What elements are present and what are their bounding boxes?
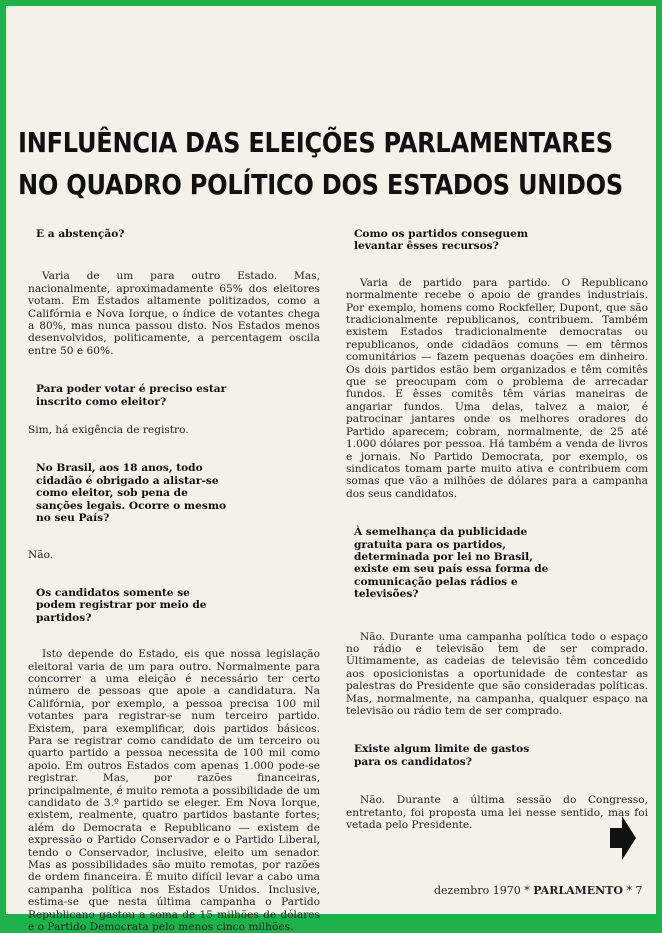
answer <box>28 648 320 933</box>
page-number: 7 <box>635 884 643 897</box>
answer-text: Não. Durante uma campanha política todo o espaço no rádio e televisão tem de ser comprado. Últimamente, as cadeias de televisão têm concedido aos oposicionistas a oportunidade de contestar as palestras do Presidente que são consideradas políticas. Mas, normalmente, na campanha, qualquer espaço na televisão ou rádio tem de ser comprado. <box>346 630 648 717</box>
answer-text: Sim, há exigência de registro. <box>28 424 189 437</box>
left-column <box>28 228 320 933</box>
answer <box>28 424 320 436</box>
answer-text: Isto depende do Estado, eis que nossa legislação eleitoral varia de um para outro. Normalmente para concorrer a uma eleição é necessário ter certo número de pessoas que apoie a candidatura. Na Califórnia, por exemplo, a pessoa precisa 100 mil votantes para registrar-se num terceiro partido. Existem, para exemplificar, dois partidos básicos. Para se registrar como candidato de um terceiro ou quarto partido a pessoa necessita de 100 mil como apoio. Em outros Estados com apenas 1.000 pode-se registrar. Mas, por razões financeiras, principalmente, é muito remota a possibilidade de um candidato de 3.º partido se eleger. Em Nova Iorque, existem, realmente, quatro partidos bastante fortes; além do Democrata e Republicano — existem de expressão o Partido Conservador e o Partido Liberal, tendo o Conservador, inclusive, eleito um senador. Mas as possibilidades são muito remotas, por razões de ordem financeira. É muito difícil levar a cabo uma campanha política nos Estados Unidos. Inclusive, estima-se que nesta última campanha o Partido Republicano gastou a soma de 15 milhões de dólares e o Partido Democrata pelo menos cinco milhões. <box>28 648 320 933</box>
answer-text: Não. <box>28 548 54 561</box>
question: Para poder votar é preciso estar inscrito como eleitor? <box>36 383 227 408</box>
answer <box>346 631 648 718</box>
right-column <box>346 228 648 831</box>
separator: * <box>626 884 636 897</box>
answer <box>28 270 320 357</box>
question: E a abstenção? <box>36 228 125 240</box>
question: Existe algum limite de gastos para os candidatos? <box>354 743 530 768</box>
separator: * <box>524 884 534 897</box>
question: No Brasil, aos 18 anos, todo cidadão é obrigado a alistar-se como eleitor, sob pena de sanções legais. Ocorre o mesmo no seu País? <box>36 462 227 525</box>
title-line-2: NO QUADRO POLÍTICO DOS ESTADOS UNIDOS <box>18 168 623 201</box>
continue-arrow-icon <box>610 816 636 860</box>
answer-text: Não. Durante a última sessão do Congresso, entretanto, foi proposta uma lei nesse sentido, mas foi vetada pelo Presidente. <box>346 794 648 832</box>
question: À semelhança da publicidade gratuita para os partidos, determinada por lei no Brasil, existe em seu país essa forma de comunicação pelas rádios e televisões? <box>354 526 549 601</box>
answer-text: Varia de um para outro Estado. Mas, nacionalmente, aproximadamente 65% dos eleitores votam. Em Estados altamente politizados, como a Califórnia e Nova Iorque, o índice de votantes chega a 80%, mas nunca passou disto. Nos Estados menos desenvolvidos, politicamente, a percentagem oscila entre 50 e 60%. <box>28 270 320 357</box>
answer-text: Varia de partido para partido. O Republicano normalmente recebe o apoio de grandes industriais. Por exemplo, homens como Rockfeller, Dupont, que são tradicionalmente republicanos, contribuem. Também existem Estados tradicionalmente democratas ou republicanos, onde cidadãos comuns — em têrmos comunitários — fazem pequenas doações em dinheiro. Os dois partidos estão bem organizados e têm comitês que se preocupam com o problema de arrecadar fundos. E êsses comitês têm várias maneiras de angariar fundos. Uma delas, talvez a maior, é patrocinar jantares onde os melhores oradores do Partido aparecem; cobram, normalmente, de 25 até 1.000 dólares por pessoa. Há também a venda de livros e jornais. No Partido Democrata, por exemplo, os sindicatos tomam parte muito ativa e contribuem com somas que vão a milhões de dólares para a campanha dos seus candidatos. <box>346 276 648 500</box>
issue-date: dezembro 1970 <box>434 884 521 897</box>
magazine-name: PARLAMENTO <box>533 884 624 897</box>
magazine-page <box>6 6 656 933</box>
article-title <box>18 122 623 206</box>
question: Os candidatos somente se podem registrar por meio de partidos? <box>36 586 207 624</box>
answer <box>28 549 320 561</box>
title-line-1: INFLUÊNCIA DAS ELEIÇÕES PARLAMENTARES <box>18 126 613 159</box>
answer <box>346 277 648 500</box>
page-footer <box>434 884 644 897</box>
question: Como os partidos conseguem levantar êsses recursos? <box>354 228 529 253</box>
answer <box>346 794 648 831</box>
